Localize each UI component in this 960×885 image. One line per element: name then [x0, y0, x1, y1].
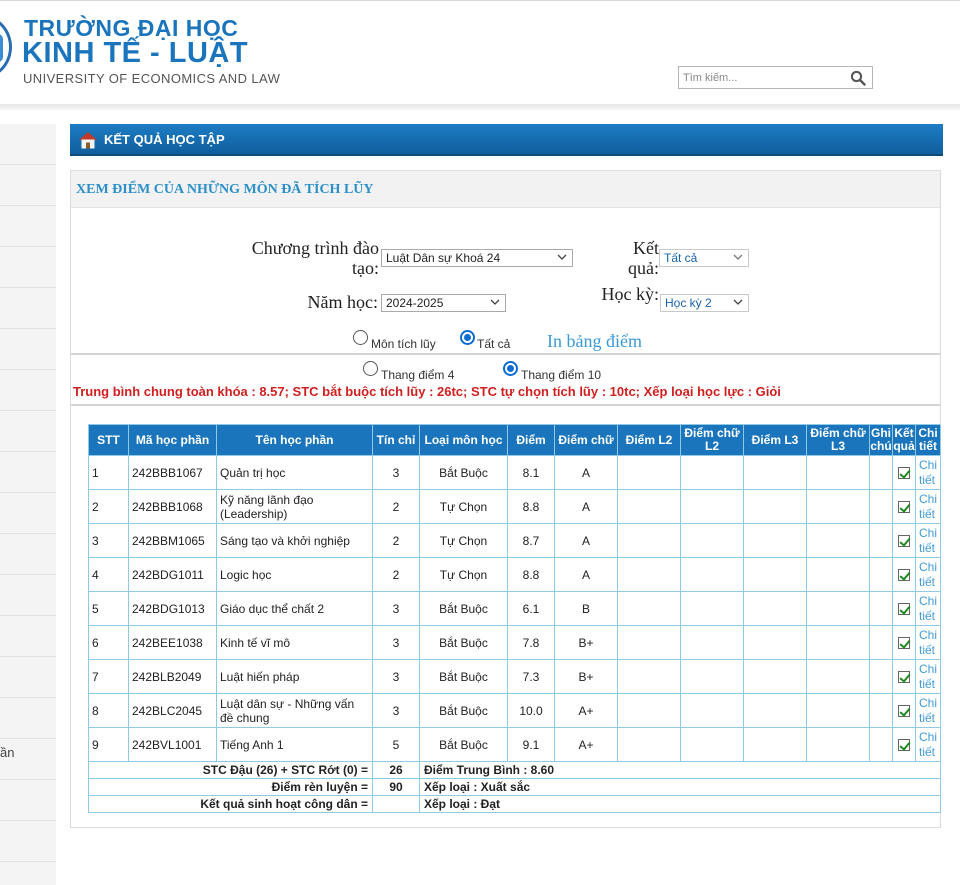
cell-letter: A [555, 456, 618, 490]
cell-code: 242BBB1067 [129, 456, 217, 490]
chevron-down-icon [733, 297, 743, 307]
cell-detail [916, 490, 941, 524]
table-row [89, 694, 941, 728]
result-checkbox[interactable] [898, 739, 910, 751]
cell-letter: B+ [555, 626, 618, 660]
result-checkbox[interactable] [898, 637, 910, 649]
table-row [89, 626, 941, 660]
cell-detail [916, 626, 941, 660]
cell-letter: A+ [555, 728, 618, 762]
cell-score-l2 [618, 490, 681, 524]
program-select[interactable] [381, 249, 573, 267]
cell-letter: A+ [555, 694, 618, 728]
cell-note [870, 626, 893, 660]
panel-title-bar [70, 124, 943, 156]
table-row [89, 660, 941, 694]
cell-letter: B+ [555, 660, 618, 694]
radio-accumulated[interactable] [353, 330, 368, 345]
separator [71, 404, 940, 406]
cell-note [870, 490, 893, 524]
footer-conduct-rank: Xếp loại : Xuất sắc [420, 779, 941, 796]
footer-civic-value [373, 796, 420, 813]
cell-score: 10.0 [508, 694, 555, 728]
sidebar-item[interactable] [0, 370, 56, 411]
program-label-line1: Chương trình đào [251, 238, 379, 258]
cell-credits: 3 [373, 592, 420, 626]
cell-code: 242BLC2045 [129, 694, 217, 728]
cell-letter-l3 [807, 728, 870, 762]
cell-credits: 3 [373, 626, 420, 660]
header-divider [0, 104, 960, 110]
cell-score-l2 [618, 626, 681, 660]
cell-name: Tiếng Anh 1 [217, 728, 373, 762]
cell-result [893, 728, 916, 762]
brand-name-line1: TRƯỜNG ĐẠI HỌC [24, 15, 239, 41]
col-detail: Chi tiết [916, 425, 941, 456]
cell-score-l3 [744, 456, 807, 490]
cell-code: 242BDG1011 [129, 558, 217, 592]
cell-score-l2 [618, 728, 681, 762]
term-select-value: Học kỳ 2 [665, 296, 712, 310]
result-checkbox[interactable] [898, 569, 910, 581]
cell-note [870, 728, 893, 762]
footer-credits-label: STC Đậu (26) + STC Rớt (0) = [89, 762, 373, 779]
cell-stt: 4 [89, 558, 129, 592]
col-score: Điểm [508, 425, 555, 456]
cell-letter-l3 [807, 626, 870, 660]
cell-stt: 3 [89, 524, 129, 558]
footer-average: Điểm Trung Bình : 8.60 [420, 762, 941, 779]
col-result: Kết quả [893, 425, 916, 456]
cell-type: Bắt Buộc [420, 660, 508, 694]
cell-credits: 3 [373, 660, 420, 694]
footer-conduct-label: Điểm rèn luyện = [89, 779, 373, 796]
cell-detail [916, 558, 941, 592]
table-row [89, 728, 941, 762]
col-score-l2: Điểm L2 [618, 425, 681, 456]
cell-score: 6.1 [508, 592, 555, 626]
cell-score-l3 [744, 728, 807, 762]
detail-link[interactable]: Chi tiết [919, 695, 938, 725]
cell-name: Kỹ năng lãnh đạo (Leadership) [217, 490, 373, 524]
cell-detail [916, 694, 941, 728]
radio-all[interactable] [460, 330, 475, 345]
cell-letter: B [555, 592, 618, 626]
sidebar-item-label[interactable]: ần [0, 745, 15, 760]
cell-score-l2 [618, 694, 681, 728]
cell-code: 242BVL1001 [129, 728, 217, 762]
result-label [591, 238, 659, 278]
cell-type: Bắt Buộc [420, 694, 508, 728]
cell-score-l3 [744, 558, 807, 592]
sidebar-item[interactable] [0, 411, 56, 452]
col-letter-l3: Điểm chữ L3 [807, 425, 870, 456]
footer-credits-value: 26 [373, 762, 420, 779]
detail-link[interactable]: Chi tiết [919, 491, 938, 521]
sidebar-item[interactable] [0, 329, 56, 370]
result-checkbox[interactable] [898, 671, 910, 683]
detail-link[interactable]: Chi tiết [919, 457, 938, 487]
footer-civic-label: Kết quả sinh hoạt công dân = [89, 796, 373, 813]
sidebar-item[interactable] [0, 657, 56, 698]
cell-result [893, 558, 916, 592]
col-letter: Điểm chữ [555, 425, 618, 456]
cell-letter-l2 [681, 660, 744, 694]
table-footer-row [89, 796, 941, 813]
home-icon [78, 130, 98, 150]
term-select[interactable] [660, 294, 749, 312]
sidebar-item[interactable] [0, 206, 56, 247]
cell-score: 7.3 [508, 660, 555, 694]
cell-letter-l2 [681, 456, 744, 490]
chevron-down-icon [733, 252, 743, 262]
cell-result [893, 626, 916, 660]
detail-link[interactable]: Chi tiết [919, 593, 938, 623]
cell-name: Quản trị học [217, 456, 373, 490]
cell-note [870, 558, 893, 592]
cell-type: Bắt Buộc [420, 728, 508, 762]
result-checkbox[interactable] [898, 535, 910, 547]
panel-title: KẾT QUẢ HỌC TẬP [104, 132, 225, 147]
cell-detail [916, 456, 941, 490]
cell-result [893, 456, 916, 490]
cell-type: Bắt Buộc [420, 592, 508, 626]
result-checkbox[interactable] [898, 467, 910, 479]
cell-code: 242BLB2049 [129, 660, 217, 694]
col-name: Tên học phần [217, 425, 373, 456]
cell-letter-l2 [681, 490, 744, 524]
cell-score: 8.8 [508, 558, 555, 592]
cell-type: Tự Chọn [420, 524, 508, 558]
result-select-value: Tất cả [664, 251, 698, 265]
cell-credits: 3 [373, 456, 420, 490]
term-label: Học kỳ: [601, 284, 659, 304]
cell-credits: 2 [373, 490, 420, 524]
cell-stt: 6 [89, 626, 129, 660]
cell-letter: A [555, 490, 618, 524]
radio-scale10-label[interactable]: Thang điểm 10 [521, 368, 602, 382]
sidebar-item[interactable] [0, 493, 56, 534]
radio-scale4-label[interactable]: Thang điểm 4 [381, 368, 455, 382]
year-label: Năm học: [307, 292, 378, 312]
table-footer-row [89, 779, 941, 796]
cell-stt: 8 [89, 694, 129, 728]
cell-score: 8.7 [508, 524, 555, 558]
cell-letter-l2 [681, 524, 744, 558]
table-row [89, 456, 941, 490]
cell-letter-l2 [681, 626, 744, 660]
sidebar-item[interactable] [0, 575, 56, 616]
sidebar-item[interactable] [0, 452, 56, 493]
footer-civic-rank: Xếp loại : Đạt [420, 796, 941, 813]
result-checkbox[interactable] [898, 705, 910, 717]
year-select[interactable] [381, 294, 506, 312]
sidebar-item[interactable] [0, 698, 56, 739]
cell-note [870, 456, 893, 490]
radio-accumulated-label[interactable]: Môn tích lũy [371, 337, 436, 351]
cell-letter-l2 [681, 558, 744, 592]
cell-name: Luật dân sự - Những vấn đề chung [217, 694, 373, 728]
cell-score-l2 [618, 660, 681, 694]
cell-result [893, 490, 916, 524]
section-header [71, 171, 940, 208]
col-credits: Tín chỉ [373, 425, 420, 456]
cell-score-l3 [744, 524, 807, 558]
table-row [89, 592, 941, 626]
cell-name: Logic học [217, 558, 373, 592]
separator [71, 353, 940, 355]
cell-letter-l2 [681, 728, 744, 762]
program-select-value: Luật Dân sự Khoá 24 [386, 251, 501, 265]
cell-type: Tự Chọn [420, 558, 508, 592]
cell-type: Bắt Buộc [420, 456, 508, 490]
chevron-down-icon [557, 252, 567, 262]
cell-code: 242BEE1038 [129, 626, 217, 660]
gpa-summary: Trung bình chung toàn khóa : 8.57; STC bắt buộc tích lũy : 26tc; STC tự chọn tích lũy : 10tc; Xếp loại học lực : Giỏi [73, 384, 781, 399]
cell-letter-l3 [807, 558, 870, 592]
cell-score-l3 [744, 626, 807, 660]
cell-score-l3 [744, 490, 807, 524]
sidebar-item[interactable] [0, 821, 56, 862]
cell-score-l2 [618, 558, 681, 592]
cell-letter-l3 [807, 592, 870, 626]
sidebar-item[interactable] [0, 534, 56, 575]
radio-scale10[interactable] [503, 361, 518, 376]
table-header-row [89, 425, 941, 456]
cell-score-l2 [618, 456, 681, 490]
sidebar-item[interactable] [0, 124, 56, 165]
cell-score: 8.8 [508, 490, 555, 524]
section-title: XEM ĐIỂM CỦA NHỮNG MÔN ĐÃ TÍCH LŨY [76, 182, 374, 197]
cell-code: 242BDG1013 [129, 592, 217, 626]
cell-result [893, 694, 916, 728]
table-row [89, 558, 941, 592]
sidebar-item[interactable] [0, 165, 56, 206]
search-icon[interactable] [850, 70, 866, 86]
col-score-l3: Điểm L3 [744, 425, 807, 456]
cell-result [893, 524, 916, 558]
sidebar-item[interactable] [0, 780, 56, 821]
university-logo-icon[interactable] [0, 15, 12, 79]
left-sidebar [0, 124, 56, 885]
detail-link[interactable]: Chi tiết [919, 559, 938, 589]
cell-note [870, 592, 893, 626]
cell-stt: 9 [89, 728, 129, 762]
cell-detail [916, 524, 941, 558]
brand-name-english: UNIVERSITY OF ECONOMICS AND LAW [23, 71, 281, 86]
cell-score: 8.1 [508, 456, 555, 490]
footer-conduct-value: 90 [373, 779, 420, 796]
cell-credits: 5 [373, 728, 420, 762]
program-label-line2: tạo: [352, 258, 379, 278]
result-label-line1: Kết [633, 238, 659, 258]
program-label [201, 238, 379, 278]
sidebar-item[interactable] [0, 616, 56, 657]
cell-credits: 2 [373, 524, 420, 558]
table-footer-row [89, 762, 941, 779]
radio-scale4[interactable] [363, 361, 378, 376]
col-type: Loại môn học [420, 425, 508, 456]
cell-credits: 2 [373, 558, 420, 592]
cell-stt: 5 [89, 592, 129, 626]
cell-name: Kinh tế vĩ mô [217, 626, 373, 660]
detail-link[interactable]: Chi tiết [919, 729, 938, 759]
print-transcript-link[interactable]: In bảng điểm [547, 331, 642, 351]
brand-name-line2: KINH TẾ - LUẬT [22, 37, 249, 69]
cell-stt: 1 [89, 456, 129, 490]
search-box [678, 66, 873, 89]
chevron-down-icon [490, 297, 500, 307]
col-stt: STT [89, 425, 129, 456]
result-label-line2: quả: [628, 258, 659, 278]
cell-letter-l3 [807, 456, 870, 490]
sidebar-item[interactable] [0, 247, 56, 288]
cell-name: Luật hiến pháp [217, 660, 373, 694]
cell-stt: 2 [89, 490, 129, 524]
detail-link[interactable]: Chi tiết [919, 525, 938, 555]
cell-letter: A [555, 558, 618, 592]
cell-note [870, 524, 893, 558]
cell-type: Tự Chọn [420, 490, 508, 524]
result-checkbox[interactable] [898, 501, 910, 513]
cell-detail [916, 660, 941, 694]
grades-table [88, 424, 941, 813]
cell-score: 7.8 [508, 626, 555, 660]
site-header [0, 0, 960, 108]
cell-score-l2 [618, 592, 681, 626]
cell-result [893, 660, 916, 694]
cell-letter: A [555, 524, 618, 558]
year-select-value: 2024-2025 [386, 296, 444, 310]
cell-letter-l3 [807, 490, 870, 524]
cell-score-l2 [618, 524, 681, 558]
cell-result [893, 592, 916, 626]
cell-code: 242BBB1068 [129, 490, 217, 524]
radio-all-label[interactable]: Tất cả [477, 337, 511, 351]
cell-score-l3 [744, 660, 807, 694]
table-row [89, 524, 941, 558]
cell-letter-l3 [807, 660, 870, 694]
result-select[interactable] [659, 249, 749, 267]
detail-link[interactable]: Chi tiết [919, 627, 938, 657]
detail-link[interactable]: Chi tiết [919, 661, 938, 691]
cell-name: Sáng tạo và khởi nghiệp [217, 524, 373, 558]
cell-score: 9.1 [508, 728, 555, 762]
cell-letter-l2 [681, 592, 744, 626]
col-letter-l2: Điểm chữ L2 [681, 425, 744, 456]
cell-letter-l2 [681, 694, 744, 728]
cell-score-l3 [744, 694, 807, 728]
cell-detail [916, 592, 941, 626]
sidebar-item[interactable] [0, 288, 56, 329]
table-row [89, 490, 941, 524]
cell-detail [916, 728, 941, 762]
cell-note [870, 660, 893, 694]
cell-score-l3 [744, 592, 807, 626]
cell-type: Bắt Buộc [420, 626, 508, 660]
cell-note [870, 694, 893, 728]
cell-credits: 3 [373, 694, 420, 728]
cell-code: 242BBM1065 [129, 524, 217, 558]
cell-letter-l3 [807, 694, 870, 728]
col-code: Mã học phần [129, 425, 217, 456]
col-note: Ghi chú [870, 425, 893, 456]
result-checkbox[interactable] [898, 603, 910, 615]
cell-letter-l3 [807, 524, 870, 558]
search-input[interactable] [679, 67, 847, 88]
cell-name: Giáo dục thể chất 2 [217, 592, 373, 626]
cell-stt: 7 [89, 660, 129, 694]
